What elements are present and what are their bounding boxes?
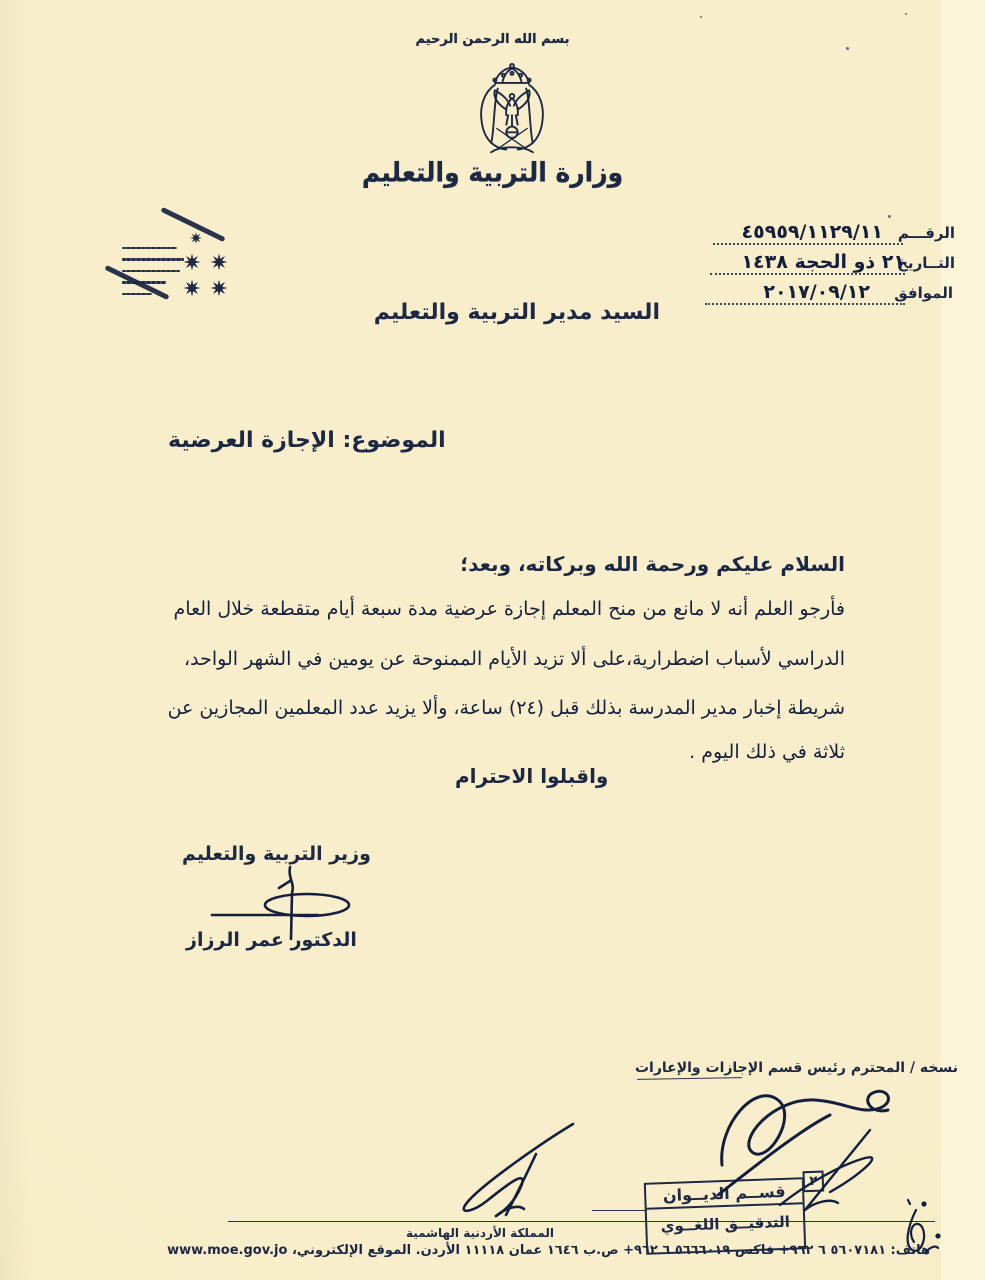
ref-number-label: الرقـــم <box>897 224 955 242</box>
stamp-stars-icon <box>178 228 238 306</box>
footer-rule <box>228 1221 935 1222</box>
body-line: الدراسي لأسباب اضطرارية،على ألا تزيد الأيام الممنوحة عن يومين في الشهر الواحد، <box>184 648 845 670</box>
ref-number-value: ٤٥٩٥٩/١١٢٩/١١ <box>741 221 883 243</box>
stamp-text-line <box>122 247 177 249</box>
ref-date-dotted-line <box>710 273 905 275</box>
ref-number-dotted-line <box>713 243 903 245</box>
kingdom-name: المملكة الأردنية الهاشمية <box>405 1226 555 1240</box>
basmala-text: بسم الله الرحمن الرحيم <box>415 32 570 47</box>
scan-speck <box>700 16 702 18</box>
body-line: ثلاثة في ذلك اليوم . <box>689 741 845 763</box>
stamp-text-line <box>122 293 152 295</box>
ref-corresponding-value: ٢٠١٧/٠٩/١٢ <box>763 281 870 303</box>
diwan-department-label: قســم الديــوان <box>646 1179 803 1209</box>
ref-date-value: ٢١ ذو الحجة ١٤٣٨ <box>741 251 905 273</box>
stamp-number-badge: ٢ <box>802 1171 824 1193</box>
addressee-line: السيد مدير التربية والتعليم <box>373 300 660 325</box>
scan-speck <box>905 13 907 15</box>
subject-line: الموضوع: الإجازة العرضية <box>168 428 446 453</box>
body-line: فأرجو العلم أنه لا مانع من منح المعلم إجازة عرضية مدة سبعة أيام متقطعة خلال العام <box>173 598 845 620</box>
copy-note: نسخه / المحترم رئيس قسم الإجازات والإعارات <box>634 1060 958 1076</box>
stamp-text-line <box>122 258 184 260</box>
stamp-text-line <box>122 270 180 272</box>
stamp-underline-extension <box>592 1210 647 1211</box>
linguistic-proofreading-label: التدقيــق اللغــوي <box>660 1212 791 1236</box>
contact-line: هاتف: ٥٦٠٧١٨١ ٦ ٩٦٢+ فاكس ٥٦٦٦٠١٩ ٦ ٩٦٢+ ص.ب ١٦٤٦ عمان ١١١١٨ الأردن. الموقع الإلكتروني، www.moe.gov.jo <box>167 1243 930 1258</box>
initials-scribble <box>888 1192 948 1270</box>
body-line: شريطة إخبار مدير المدرسة بذلك قبل (٢٤) ساعة، وألا يزيد عدد المعلمين المجازين عن <box>167 697 845 719</box>
ref-corresponding-label: الموافق <box>894 284 953 302</box>
stamp-fine-print <box>122 238 184 304</box>
scan-speck <box>846 47 849 50</box>
commemorative-stamp <box>100 220 248 320</box>
handwritten-scribble <box>448 1112 588 1220</box>
ref-corresponding-dotted-line <box>705 303 905 305</box>
closing-line: واقبلوا الاحترام <box>455 764 609 788</box>
ref-date-label: التــاريخ <box>897 254 955 272</box>
minister-title: وزير التربية والتعليم <box>182 843 371 865</box>
jordan-coat-of-arms-icon <box>452 62 572 157</box>
scan-speck <box>888 215 891 218</box>
ministry-name-calligraphy: وزارة التربية والتعليم <box>361 156 624 189</box>
minister-name: الدكتور عمر الرزاز <box>186 929 357 951</box>
salutation-line: السلام عليكم ورحمة الله وبركاته، وبعد؛ <box>460 552 845 576</box>
scan-edge-strip <box>941 0 985 1280</box>
